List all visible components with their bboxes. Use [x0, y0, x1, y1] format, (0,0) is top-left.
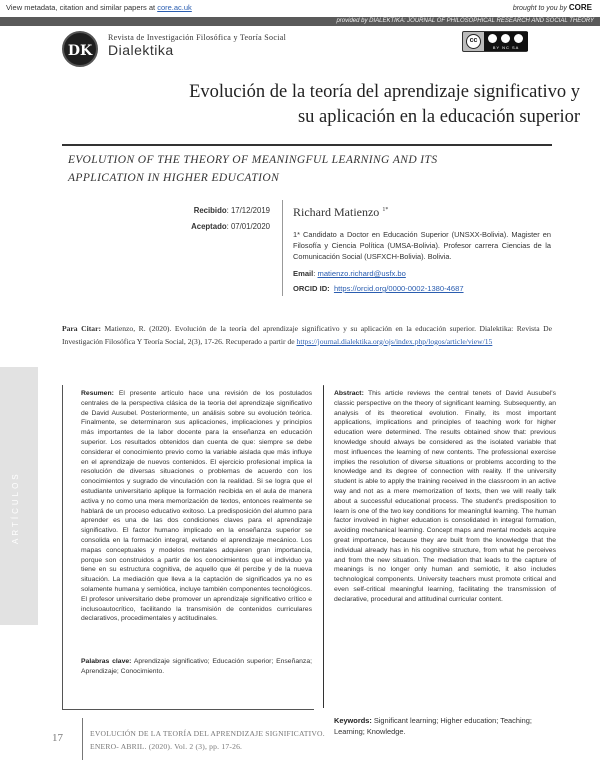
english-title [68, 151, 538, 187]
keywords-en-label: Keywords: [334, 716, 372, 725]
cc-icon: cc [466, 34, 481, 49]
box-left-border [62, 385, 63, 710]
keywords-es-text: Aprendizaje significativo; Educación superior; Enseñanza; Aprendizaje; Conocimiento. [81, 658, 312, 675]
core-link[interactable]: core.ac.uk [157, 3, 192, 12]
author-orcid: ORCID ID: https://orcid.org/0000-0002-1380-4687 [293, 284, 464, 293]
dates-divider [282, 200, 283, 296]
running-footer [90, 727, 325, 753]
citation-text: Matienzo, R. (2020). Evolución de la teoría del aprendizaje significativo y su aplicación en la educación superior. Dialektika: Revista De Investigación Filosófica Y Teoría Social, 2(3), 17-26. Recuperado a partir de [62, 324, 552, 346]
journal-short-name: Dialektika [108, 42, 174, 58]
section-label: ARTÍCULOS [11, 471, 20, 544]
keywords-english [334, 715, 556, 737]
nc-icon [501, 34, 510, 43]
by-icon [488, 34, 497, 43]
author-affiliation: 1* Candidato a Doctor en Educación Superior (UNSXX-Bolivia). Magister en Filosofía y Ciencia Política (UMSA-Bolivia). Profesor carrera Ciencias de la Comunicación Social (USFXCH-Bolivia). Bolivia. [293, 230, 551, 261]
english-title-line-1: EVOLUTION OF THE THEORY OF MEANINGFUL LEARNING AND ITS [68, 154, 438, 166]
citation-block [62, 323, 552, 348]
sa-icon [514, 34, 523, 43]
cc-license-badge[interactable] [462, 31, 528, 52]
core-logo: CORE [568, 3, 592, 12]
box-bottom-border [62, 709, 314, 710]
title-line-1: Evolución de la teoría del aprendizaje significativo y [189, 82, 580, 102]
provided-by-strip: provided by DIALEKTIKA: JOURNAL OF PHILOSOPHICAL RESEARCH AND SOCIAL THEORY [0, 17, 600, 26]
journal-full-name: Revista de Investigación Filosófica y Teoría Social [108, 33, 287, 42]
keywords-spanish [81, 657, 312, 677]
core-brand[interactable] [513, 3, 592, 12]
core-metadata-notice [6, 3, 192, 12]
abstract-es-text: El presente artículo hace una revisión de los postulados centrales de la perspectiva clásica de la teoría del aprendizaje significativo de David Ausubel. Posteriormente, un análisis sobre su evolución teórica. Finalmente, se determinaron sus aplicaciones, implicaciones y principios más importantes de la labor docente para la enseñanza en educación superior. Los resultados obtenidos dan cuenta de que: siempre se debe considerar el conocimiento previo como la variable aislada que más influye en el aprendizaje de nuevos contenidos. El ejercicio profesional implica la resolución de diversas situaciones o problemas de acuerdo con los conocimientos y sugrado de vinculación con la realidad. Si se logra que el estudiante universitario aplique la formación recibida en el aula de manera activa y no como una mera memorización de textos, entonces realmente se hablará de un proceso educativo exitoso. La predisposición del alumno para aprender es una de las dos condiciones claves para el aprendizaje significativo. El factor humano implicado en la enseñanza superior se consolida en la formación integral, evitando el aprendizaje mecánico. Los mapas conceptuales y modelos mentales adquieren gran importancia, porque son construidos a partir de los conocimientos que el individuo ya tiene en su estructura cognitiva, de aquello que él percibe y de la nueva situación. La mediación que lleva a la captación de significados ya no es solamente humana y semiótica, incluye también componentes tecnológicos. El profesor universitario debe promover un aprendizaje significativo crítico e inclusoautocrítico, facilitando la transmisión de contenidos curriculares declarativos, procedimentales y actitudinales. [81, 390, 312, 623]
footer-divider [82, 718, 83, 760]
keywords-es-label: Palabras clave: [81, 658, 132, 665]
author-email: Email: matienzo.richard@usfx.bo [293, 269, 406, 278]
abstract-english [334, 389, 556, 605]
author-block [293, 205, 551, 299]
journal-logo: DK [62, 31, 98, 67]
footer-line-2: ENERO- ABRIL. (2020). Vol. 2 (3), pp. 17-26. [90, 742, 243, 751]
cc-terms-text: BY NC SA [492, 45, 520, 50]
abstract-en-label: Abstract: [334, 390, 364, 397]
abstract-spanish [81, 389, 312, 624]
orcid-link[interactable]: https://orcid.org/0000-0002-1380-4687 [333, 284, 464, 293]
abstract-divider [323, 386, 324, 708]
article-dates [150, 206, 270, 238]
core-brought-text: brought to you by [512, 5, 567, 12]
box-corner [323, 385, 324, 386]
core-banner [0, 0, 600, 17]
abstract-es-label: Resumen: [81, 390, 114, 397]
cc-terms-icons [484, 32, 528, 51]
core-notice-text: View metadata, citation and similar papers at [6, 3, 156, 12]
article-title [40, 80, 580, 130]
title-line-2: su aplicación en la educación superior [297, 107, 580, 127]
received-date: Recibido: 17/12/2019 [193, 206, 270, 215]
footer-line-1: EVOLUCIÓN DE LA TEORÍA DEL APRENDIZAJE SIGNIFICATIVO. [90, 729, 325, 738]
english-title-line-2: APPLICATION IN HIGHER EDUCATION [68, 172, 280, 184]
abstract-en-text: This article reviews the central tenets of David Ausubel's classic perspective on the theory of significant learning. Subsequently, an analysis of its theoretical evolution. Finally, its most important applications, implications and principles of teaching work for higher education were determined. The results obtained show that: previous knowledge should always be considered as the isolated variable that most influences the learning of new contents. The professional exercise implies the resolution of diverse situations or problems according to the knowledge and its degree of connection with reality. If the university student is able to apply the training received in the classroom in an active way and not as a mere memorization of texts, then we will really talk about a successful educational process. The student's predisposition to learn is one of the two key conditions for meaningful learning. The human factor involved in higher education is consolidated in integral formation, avoiding mechanical learning. Concept maps and mental models acquire great importance, because they are built from the knowledge that the individual already has in his cognitive structure, from what he perceives and from the new situation. The mediation that leads to the capture of meanings is no longer only human and semiotic, it also includes technological components. University teachers must promote critical and even self-critical meaningful learning, facilitating the transmission of declarative, procedural and attitudinal curricular content. [334, 390, 556, 603]
citation-label: Para Citar: [62, 324, 101, 333]
page-number: 17 [52, 732, 63, 744]
accepted-date: Aceptado: 07/01/2020 [191, 222, 270, 231]
email-link[interactable]: matienzo.richard@usfx.bo [317, 269, 406, 278]
keywords-en-text: Significant learning; Higher education; Teaching; Learning; Knowledge. [334, 716, 532, 736]
citation-link[interactable]: https://journal.dialektika.org/ojs/index.php/logos/article/view/15 [296, 336, 493, 346]
title-divider [62, 144, 552, 146]
author-name: Richard Matienzo $^{1*}$ [293, 205, 389, 219]
